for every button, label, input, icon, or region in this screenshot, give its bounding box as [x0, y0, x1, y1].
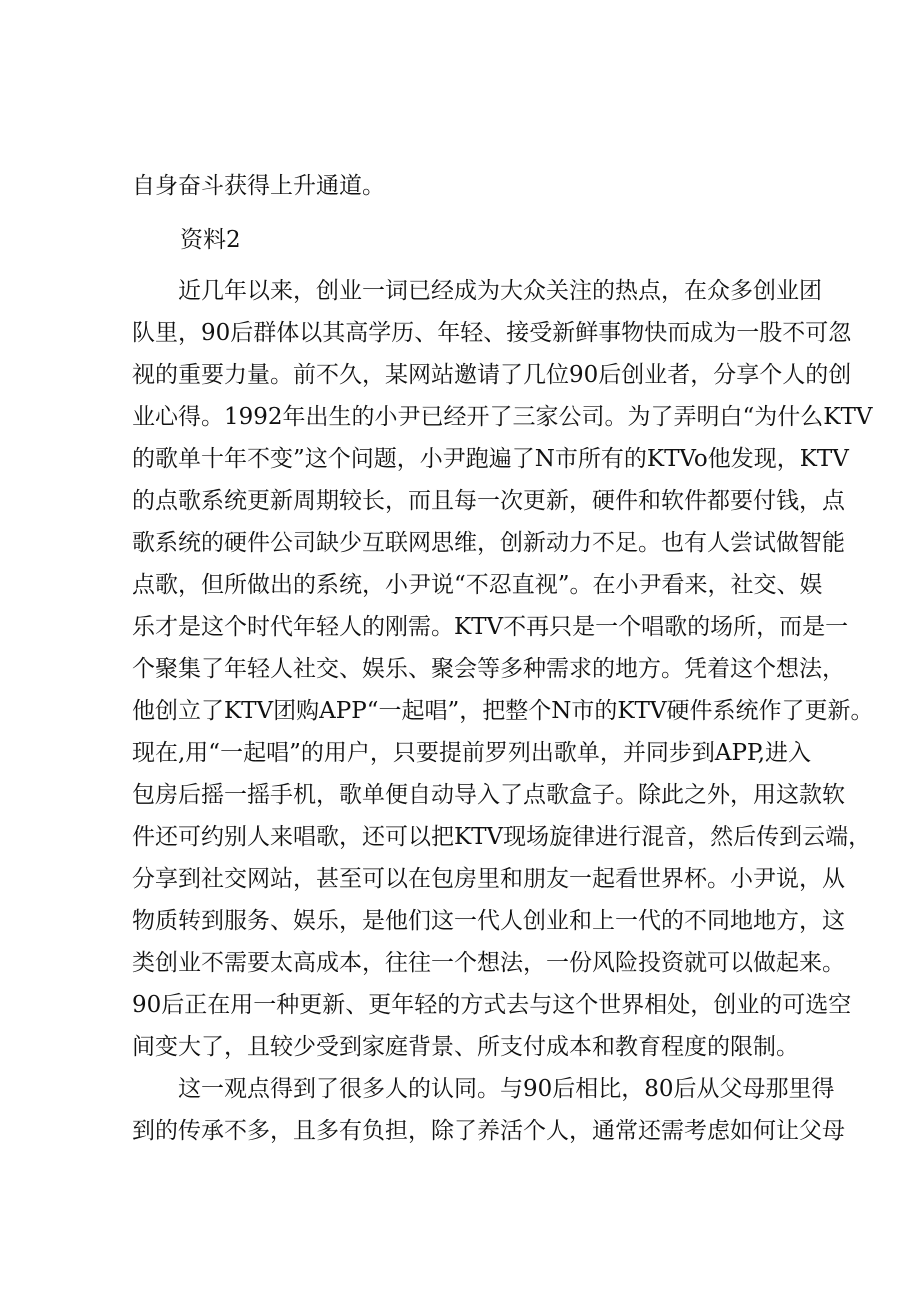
- text-line: 歌系统的硬件公司缺少互联网思维，创新动力不足。也有人尝试做智能: [132, 530, 845, 556]
- text-line: 点歌，但所做出的系统，小尹说“不忍直视”。在小尹看来，社交、娱: [132, 572, 823, 598]
- text-line: 90后正在用一种更新、更年轻的方式去与这个世界相处，创业的可选空: [132, 992, 852, 1018]
- text-line: 的歌单十年不变”这个问题，小尹跑遍了N市所有的KTVo他发现，KTV: [132, 446, 849, 472]
- text-line: 到的传承不多，且多有负担，除了养活个人，通常还需考虑如何让父母: [132, 1118, 845, 1144]
- text-line: 业心得。1992年出生的小尹已经开了三家公司。为了弄明白“为什么KTV: [132, 404, 873, 430]
- text-line: 自身奋斗获得上升通道。: [132, 173, 385, 199]
- text-line: 件还可约别人来唱歌，还可以把KTV现场旋律进行混音，然后传到云端，: [132, 824, 872, 850]
- text-line: 现在,用“一起唱”的用户，只要提前罗列出歌单，并同步到APP,进入: [132, 740, 812, 766]
- text-line: 间变大了，且较少受到家庭背景、所支付成本和教育程度的限制。: [132, 1034, 799, 1060]
- section-heading: 资料2: [180, 227, 241, 253]
- text-line: 个聚集了年轻人社交、娱乐、聚会等多种需求的地方。凭着这个想法，: [132, 656, 845, 682]
- text-line: 队里，90后群体以其高学历、年轻、接受新鲜事物快而成为一股不可忽: [132, 320, 852, 346]
- text-line: 乐才是这个时代年轻人的刚需。KTV不再只是一个唱歌的场所，而是一: [132, 614, 849, 640]
- text-line: 的点歌系统更新周期较长，而且每一次更新，硬件和软件都要付钱，点: [132, 488, 845, 514]
- text-line: 类创业不需要太高成本，往往一个想法，一份风险投资就可以做起来。: [132, 950, 845, 976]
- text-line: 分享到社交网站，甚至可以在包房里和朋友一起看世界杯。小尹说，从: [132, 866, 845, 892]
- paragraph-1: [132, 270, 874, 1068]
- text-line: 近几年以来，创业一词已经成为大众关注的热点，在众多创业团: [178, 278, 822, 304]
- text-line: 视的重要力量。前不久，某网站邀请了几位90后创业者，分享个人的创: [132, 362, 852, 388]
- text-line: 物质转到服务、娱乐，是他们这一代人创业和上一代的不同地地方，这: [132, 908, 845, 934]
- continuation-text: [132, 165, 800, 207]
- text-line: 包房后摇一摇手机，歌单便自动导入了点歌盒子。除此之外，用这款软: [132, 782, 845, 808]
- paragraph-2: [132, 1068, 845, 1152]
- text-line: 这一观点得到了很多人的认同。与90后相比，80后从父母那里得: [178, 1076, 835, 1102]
- text-line: 他创立了KTV团购APP“一起唱”，把整个N市的KTV硬件系统作了更新。: [132, 698, 874, 724]
